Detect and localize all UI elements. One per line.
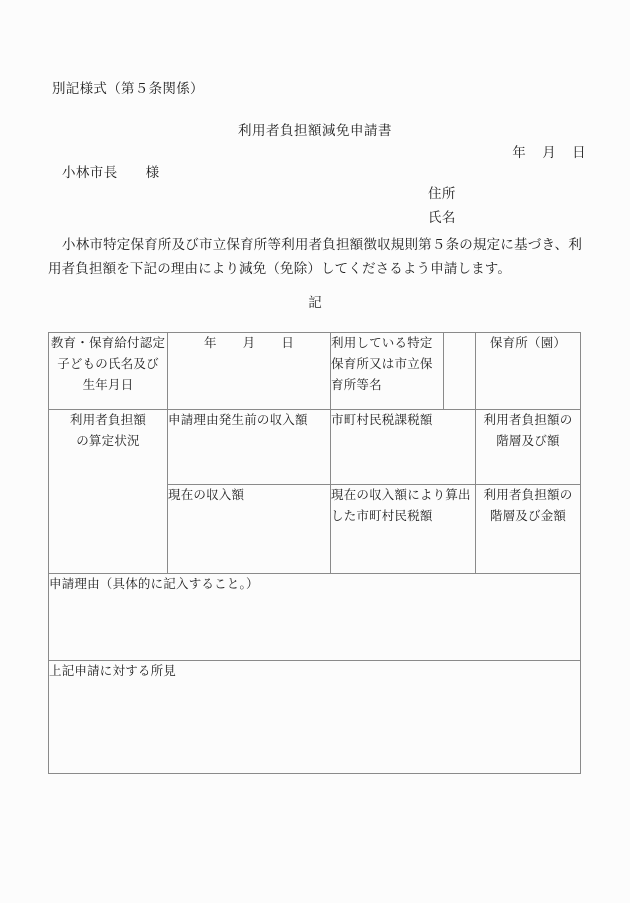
cell-facility-label: 利用している特定 保育所又は市立保 育所等名: [331, 333, 444, 410]
cell-facility-value[interactable]: 保育所（園）: [476, 333, 581, 410]
page-title: 利用者負担額減免申請書: [238, 123, 392, 138]
date-line: [512, 141, 586, 161]
addressee-honorific: 様: [145, 165, 160, 180]
cell-calculated-tax-label[interactable]: 現在の収入額により算出 した市町村民税額: [331, 485, 476, 574]
table-row-income-before: [49, 410, 581, 485]
table-row-child-facility: [49, 333, 581, 410]
form-id-label: 別記様式（第５条関係）: [52, 81, 204, 96]
table-row-reason: [49, 574, 581, 661]
date-year-label: 年: [512, 145, 527, 160]
cell-child-birthdate[interactable]: 年 月 日: [168, 333, 331, 410]
cell-income-before-label[interactable]: 申請理由発生前の収入額: [168, 410, 331, 485]
applicant-address-label: 住所: [428, 186, 456, 201]
date-day-label: 日: [572, 145, 586, 160]
body-paragraph: 小林市特定保育所及び市立保育所等利用者負担額徴収規則第５条の規定に基づき、利用者負担額を下記の理由により減免（免除）してくださるよう申請します。: [48, 237, 582, 276]
ki-mark: 記: [308, 295, 322, 310]
cell-facility-spacer[interactable]: [444, 333, 476, 410]
cell-calc-status-label: 利用者負担額 の算定状況: [49, 410, 168, 574]
cell-application-reason[interactable]: 申請理由（具体的に記入すること。）: [49, 574, 581, 661]
addressee-name: 小林市長: [62, 165, 118, 180]
applicant-name-label: 氏名: [428, 210, 456, 225]
cell-burden-tier-sum-label[interactable]: 利用者負担額の 階層及び金額: [476, 485, 581, 574]
date-month-label: 月: [542, 145, 557, 160]
cell-child-name-label: 教育・保育給付認定 子どもの氏名及び 生年月日: [49, 333, 168, 410]
cell-official-opinion[interactable]: 上記申請に対する所見: [49, 661, 581, 774]
cell-income-current-label[interactable]: 現在の収入額: [168, 485, 331, 574]
addressee-line: [62, 161, 160, 181]
cell-municipal-tax-label[interactable]: 市町村民税課税額: [331, 410, 476, 485]
application-table: [48, 332, 581, 774]
table-row-opinion: [49, 661, 581, 774]
cell-burden-tier-amount-label[interactable]: 利用者負担額の 階層及び額: [476, 410, 581, 485]
